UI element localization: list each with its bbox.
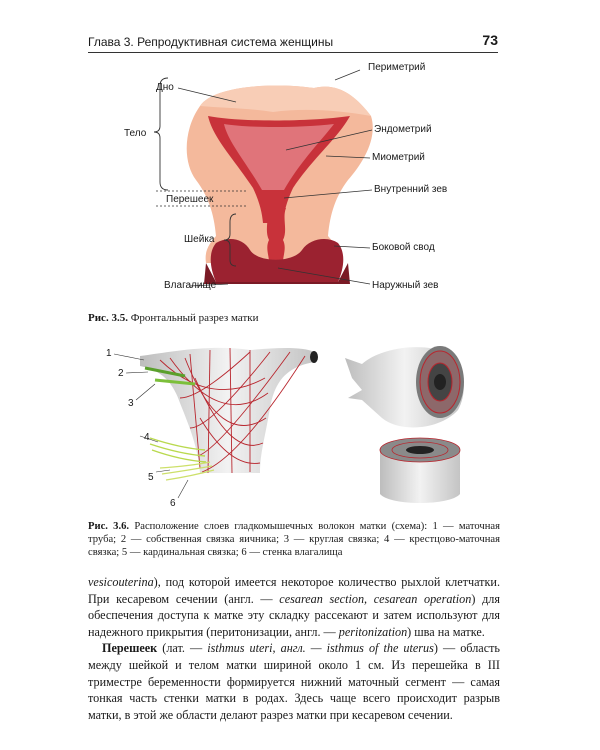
latin-term: isthmus uteri, англ. — isthmus of the uterus bbox=[207, 641, 434, 656]
figure-number-3: 3 bbox=[128, 398, 134, 409]
label-vagina: Влагалище bbox=[164, 280, 217, 291]
figure-number-4: 4 bbox=[144, 432, 150, 443]
label-internal-os: Внутренний зев bbox=[374, 184, 448, 195]
figure-number-5: 5 bbox=[148, 472, 154, 483]
label-external-os: Наружный зев bbox=[372, 280, 439, 291]
body-text bbox=[88, 574, 500, 723]
body-bracket bbox=[154, 78, 168, 190]
chapter-title: Глава 3. Репродуктивная система женщины bbox=[88, 35, 334, 49]
label-myometrium: Миометрий bbox=[372, 152, 425, 163]
figure-number-2: 2 bbox=[118, 368, 124, 379]
figure-number-1: 1 bbox=[106, 348, 112, 359]
text-run: ), под которой имеется некоторое количество рыхлой клетчатки. При кесаревом сечении (англ. — bbox=[88, 575, 500, 606]
muscle-layers-illustration bbox=[100, 338, 500, 518]
caption-text: Фронтальный разрез матки bbox=[130, 312, 259, 324]
latin-term: vesicouterina bbox=[88, 575, 154, 589]
caption-text: Расположение слоев гладкомышечных волокон матки (схема): 1 — маточная труба; 2 — собственная связка яичника; 3 — круглая связка; 4 — крестцово-маточная связка; 5 — кардинальная связка; 6 — стенка влагалища bbox=[88, 521, 500, 558]
english-term: peritonization bbox=[338, 624, 408, 639]
paragraph-2 bbox=[88, 640, 500, 723]
running-header bbox=[88, 34, 498, 53]
label-endometrium: Эндометрий bbox=[374, 124, 432, 135]
page-number: 73 bbox=[482, 32, 498, 48]
label-fundus: Дно bbox=[156, 82, 174, 93]
term-heading: Перешеек bbox=[102, 641, 158, 656]
label-cervix: Шейка bbox=[184, 234, 215, 245]
caption-number: Рис. 3.5. bbox=[88, 312, 128, 324]
label-isthmus: Перешеек bbox=[166, 194, 214, 205]
figure-number-6: 6 bbox=[170, 498, 176, 509]
text-run: ) шва на матке. bbox=[407, 624, 485, 639]
caption-number: Рис. 3.6. bbox=[88, 521, 130, 532]
label-lateral-fornix: Боковой свод bbox=[372, 242, 435, 253]
text-run: ) для обеспечения доступа к матке эту складку рассекают и затем используют для надежного прикрытия (перитонизации, англ. — bbox=[88, 591, 500, 639]
label-body: Тело bbox=[124, 128, 147, 139]
figure-uterus-section bbox=[88, 58, 498, 308]
text-run: ) — область между шейкой и телом матки шириной около 1 см. Из перешейка в III триместре беременности формируется нижний маточный сегмент — самая тонкая часть стенки матки в родах. Здесь чаще всего происходит разрыв матки, в этой же области делают разрез матки при кесаревом сечении. bbox=[88, 641, 500, 722]
english-term: cesarean section, cesarean operation bbox=[279, 591, 472, 606]
uterus-section-illustration bbox=[88, 58, 498, 308]
figure-caption-3-6 bbox=[88, 520, 500, 559]
text-run: (лат. — bbox=[157, 641, 208, 656]
figure-caption-3-5 bbox=[88, 312, 258, 324]
paragraph-1 bbox=[88, 574, 500, 640]
figure-muscle-layers bbox=[100, 338, 500, 518]
label-perimetry: Периметрий bbox=[368, 62, 426, 73]
